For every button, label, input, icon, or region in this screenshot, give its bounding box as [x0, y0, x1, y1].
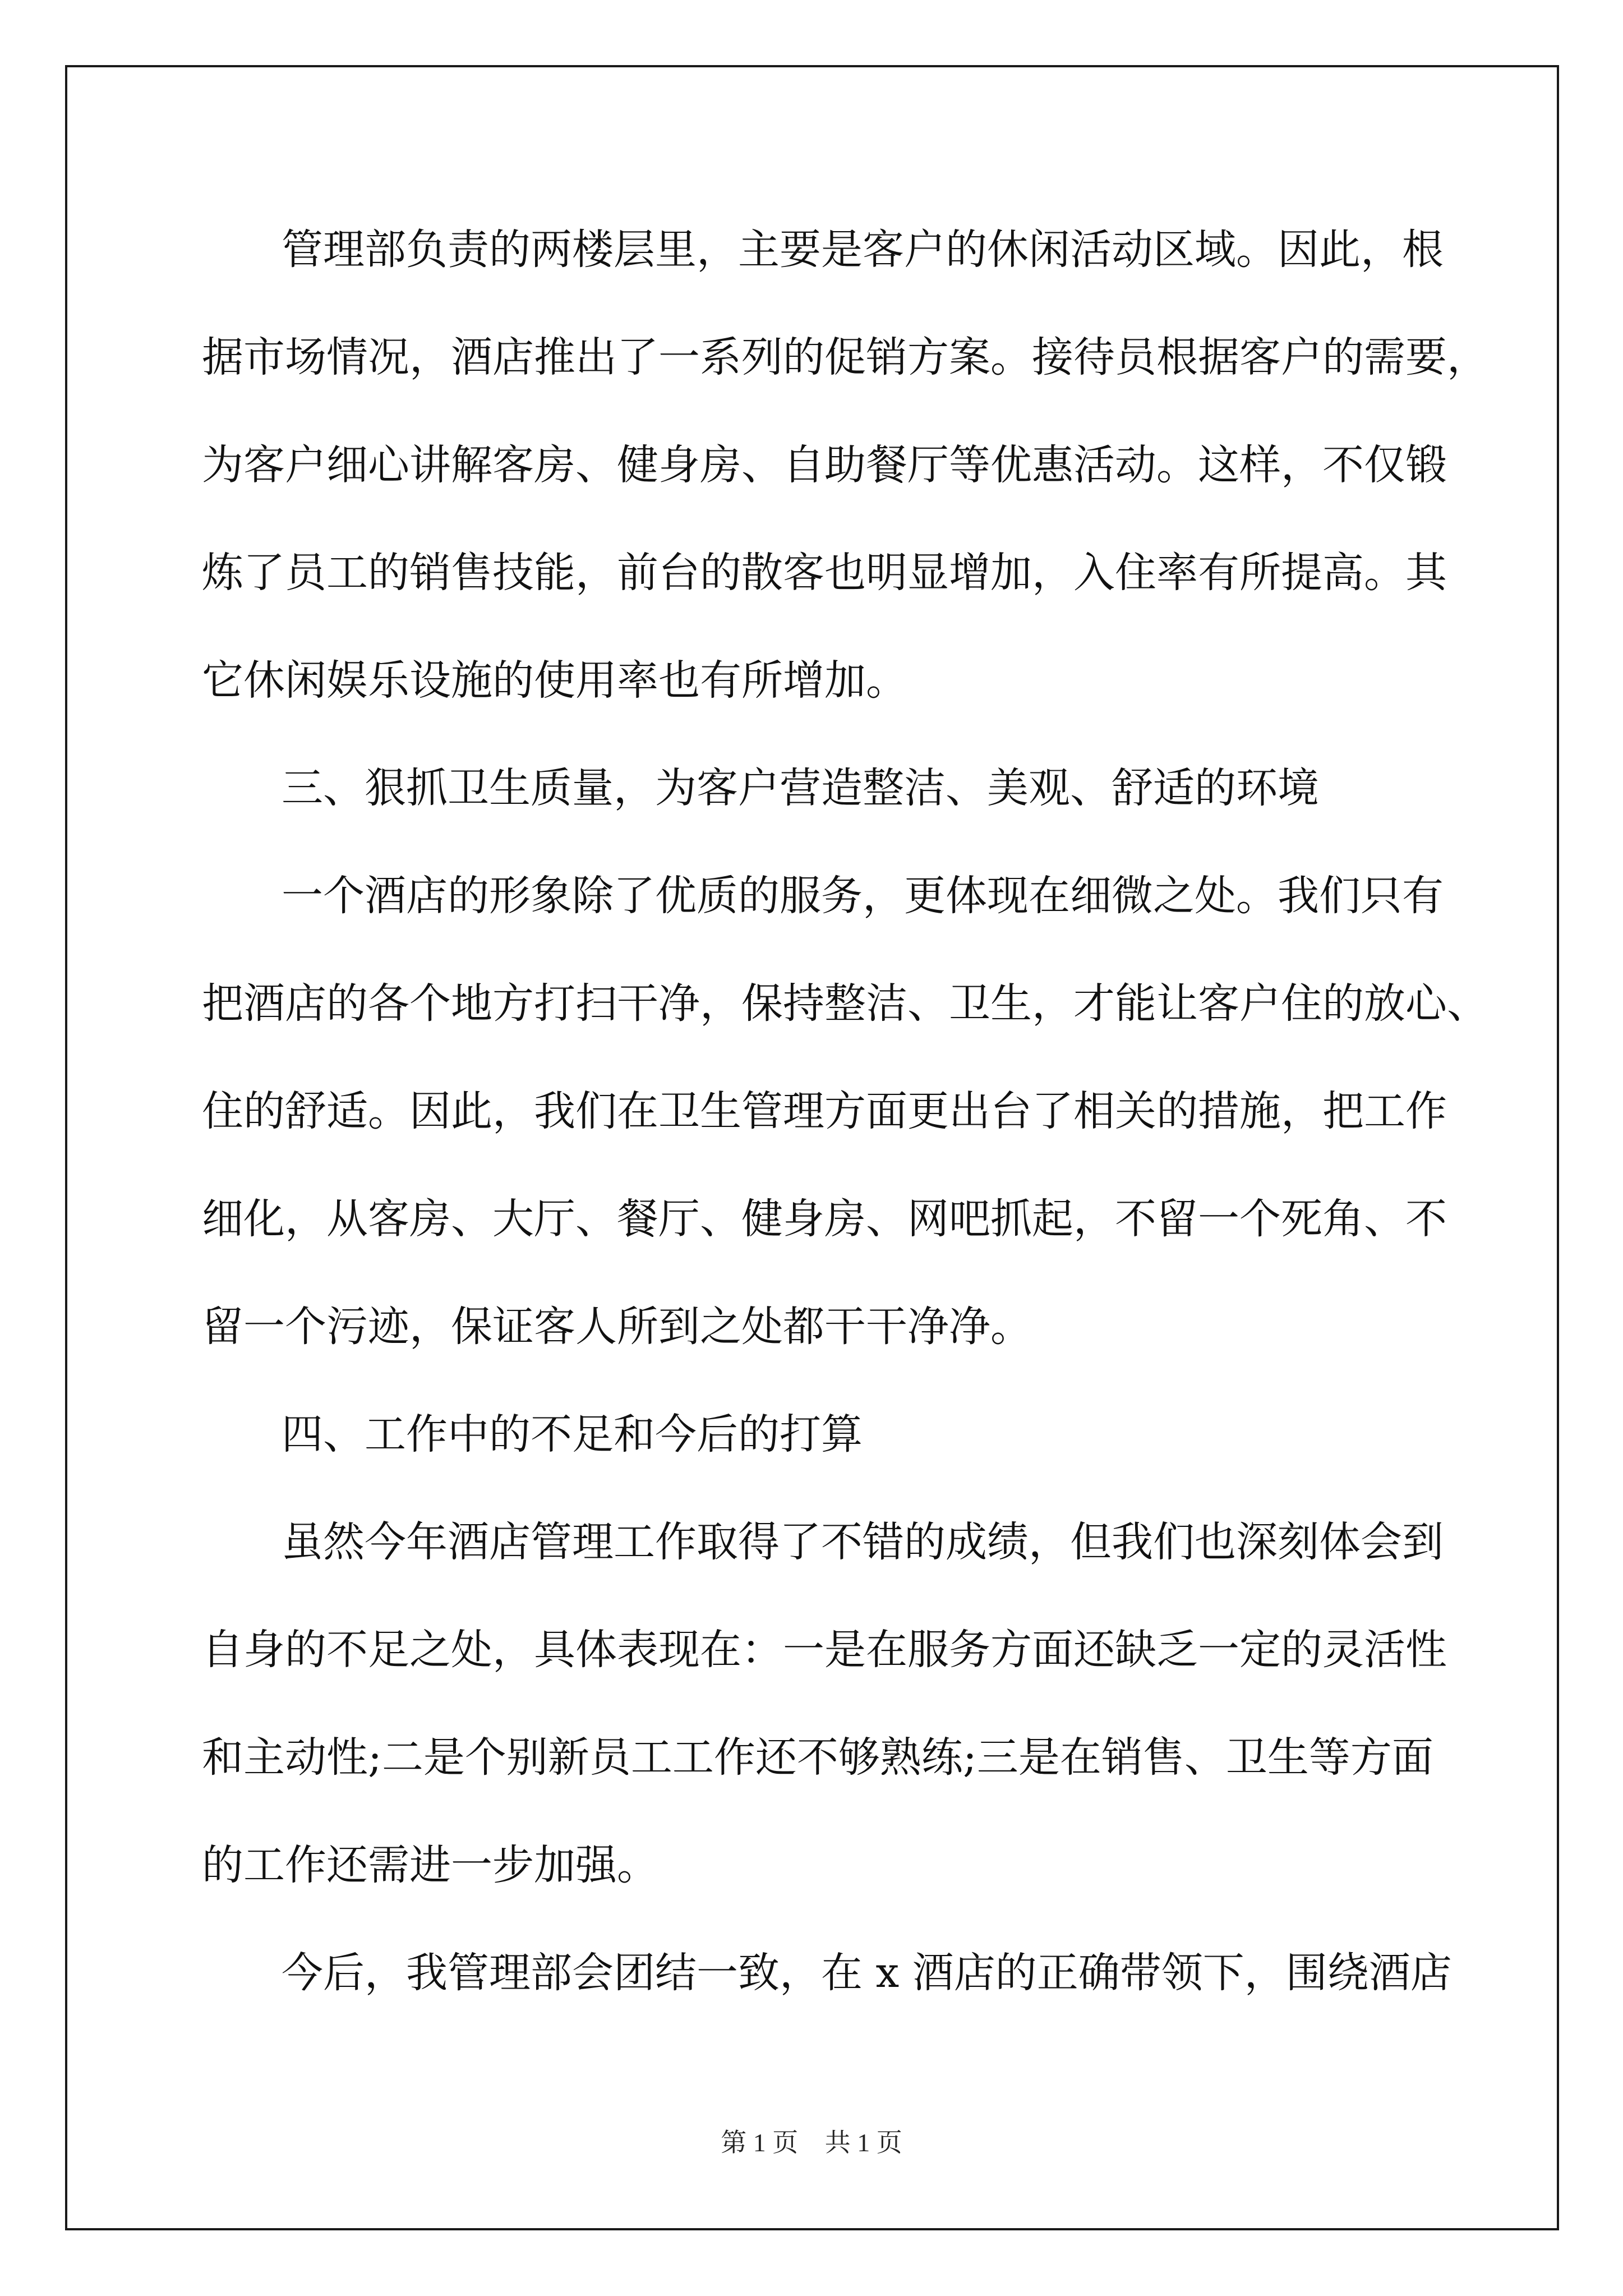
- paragraph-line-8: 把酒店的各个地方打扫干净，保持整洁、卫生，才能让客户住的放心、: [202, 979, 1488, 1028]
- paragraph-line-1: 管理部负责的两楼层里，主要是客户的休闲活动区域。因此，根: [282, 226, 1444, 274]
- paragraph-line-2: 据市场情况，酒店推出了一系列的促销方案。接待员根据客户的需要，: [202, 333, 1488, 381]
- paragraph-line-9: 住的舒适。因此，我们在卫生管理方面更出台了相关的措施，把工作: [202, 1087, 1447, 1135]
- page-total: 共 1 页: [824, 2128, 902, 2157]
- page-border: [65, 65, 1559, 2230]
- paragraph-line-3: 为客户细心讲解客房、健身房、自助餐厅等优惠活动。这样，不仅锻: [202, 441, 1447, 489]
- paragraph-line-5: 它休闲娱乐设施的使用率也有所增加。: [202, 656, 907, 705]
- paragraph-line-4: 炼了员工的销售技能，前台的散客也明显增加，入住率有所提高。其: [202, 549, 1447, 597]
- paragraph-line-17: 今后，我管理部会团结一致，在 x 酒店的正确带领下，围绕酒店: [282, 1949, 1452, 1997]
- paragraph-line-14: 自身的不足之处，具体表现在：一是在服务方面还缺乏一定的灵活性: [202, 1626, 1447, 1674]
- paragraph-line-10: 细化，从客房、大厅、餐厅、健身房、网吧抓起，不留一个死角、不: [202, 1195, 1447, 1243]
- paragraph-line-11: 留一个污迹，保证客人所到之处都干干净净。: [202, 1303, 1032, 1351]
- page-footer: [0, 2126, 1623, 2160]
- paragraph-line-13: 虽然今年酒店管理工作取得了不错的成绩，但我们也深刻体会到: [282, 1518, 1444, 1566]
- paragraph-line-15: 和主动性;二是个别新员工工作还不够熟练;三是在销售、卫生等方面: [202, 1733, 1433, 1782]
- section-heading-3: 三、狠抓卫生质量，为客户营造整洁、美观、舒适的环境: [282, 764, 1319, 812]
- paragraph-line-7: 一个酒店的形象除了优质的服务，更体现在细微之处。我们只有: [282, 872, 1444, 920]
- page-number: 第 1 页: [721, 2128, 799, 2157]
- paragraph-line-16: 的工作还需进一步加强。: [202, 1841, 658, 1889]
- section-heading-4: 四、工作中的不足和今后的打算: [282, 1410, 863, 1458]
